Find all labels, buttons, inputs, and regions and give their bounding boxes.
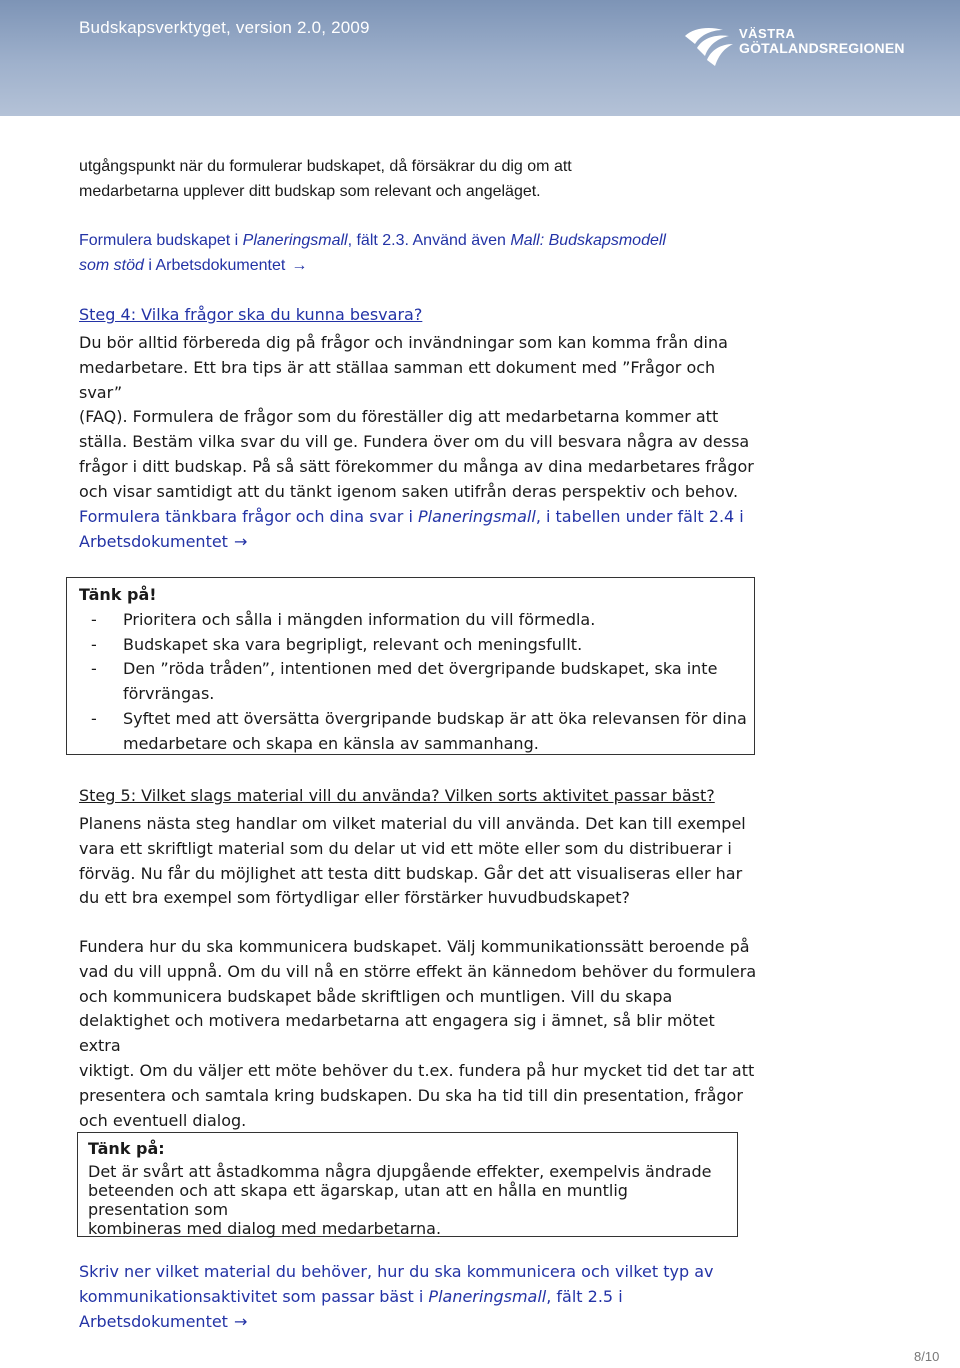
step3-instruction-link[interactable] [79,229,759,279]
para-line: presentera och samtala kring budskapen. Du ska ha tid till din presentation, frågor [79,1085,743,1105]
step4-heading: Steg 4: Vilka frågor ska du kunna besvara? [79,305,423,324]
para-line: förväg. Nu får du möjlighet att testa ditt budskap. Går det att visualiseras eller har [79,863,743,883]
logo-line2: GÖTALANDSREGIONEN [739,40,905,56]
step4-instruction-link[interactable] [79,505,759,555]
box2-line: beteenden och att skapa ett ägarskap, utan att en hålla en muntlig presentation som [88,1180,628,1219]
list-item: - Syftet med att översätta övergripande budskap är att öka relevansen för dina medarbetare och skapa en känsla av sammanhang. [91,708,747,753]
step4-line: (FAQ). Formulera de frågor som du föreställer dig att medarbetarna kommer att [79,407,719,427]
step4-paragraph [79,331,759,505]
step4-line: Du bör alltid förbereda dig på frågor och invändningar som kan komma från dina [79,333,728,352]
dash-bullet: - [91,634,97,654]
box2-title: Tänk på: [88,1139,165,1158]
logo-emblem-icon [683,22,739,72]
dash-bullet: - [91,609,97,629]
para-line: vad du vill uppnå. Om du vill nå en större effekt än kännedom behöver du formulera [79,961,757,981]
intro-paragraph [79,155,759,205]
para-line: vara ett skriftligt material som du delar ut vid ett möte eller som du distribuerar i [79,838,732,858]
para-line: delaktighet och motivera medarbetarna att engagera sig i ämnet, så blir mötet extra [79,1011,715,1056]
para-line: och eventuell dialog. [79,1110,247,1130]
page-number: 8/10 [914,1349,940,1364]
step4-line: frågor i ditt budskap. På så sätt förekommer du många av dina medarbetares frågor [79,456,754,476]
para-line: du ett bra exempel som förtydligar eller förstärker huvudbudskapet? [79,888,631,908]
step3-line1: Formulera budskapet i Planeringsmall, fält 2.3. Använd även Mall: Budskapsmodell [79,232,666,249]
final-link-line3: Arbetsdokumentet → [79,1311,248,1331]
logo-text [739,26,905,56]
list-item: - Budskapet ska vara begripligt, relevant och meningsfullt. [79,633,749,658]
step4-link-line1: Formulera tänkbara frågor och dina svar i Planeringsmall, i tabellen under fält 2.4 i [79,507,744,526]
box1-title: Tänk på! [79,585,157,604]
para-line: och kommunicera budskapet både skriftligen och muntligen. Vill du skapa [79,986,673,1006]
step4-line: medarbetare. Ett bra tips är att ställaa samman ett dokument med ”Frågor och svar” [79,357,716,402]
arrow-right-icon: → [233,1311,248,1331]
step5-heading: Steg 5: Vilket slags material vill du använda? Vilken sorts aktivitet passar bäst? [79,786,715,805]
final-link-line2: kommunikationsaktivitet som passar bäst i Planeringsmall, fält 2.5 i [79,1286,623,1306]
box2-line: kombineras med dialog med medarbetarna. [88,1218,442,1238]
final-instruction-link[interactable] [79,1260,759,1334]
intro-line: utgångspunkt när du formulerar budskapet, då försäkrar du dig om att [79,158,572,175]
para-line: viktigt. Om du väljer ett möte behöver du t.ex. fundera på hur mycket tid det tar att [79,1060,755,1080]
para-line: Fundera hur du ska kommunicera budskapet. Välj kommunikationssätt beroende på [79,937,750,956]
page-header [0,0,960,116]
box2-line: Det är svårt att åstadkomma några djupgående effekter, exempelvis ändrade [88,1161,712,1181]
step3-line2: som stöd i Arbetsdokumentet → [79,256,308,274]
logo-line1: VÄSTRA [739,26,796,41]
think-about-box-2 [77,1132,738,1237]
think-about-box-1 [66,577,755,755]
dash-bullet: - [91,659,97,679]
step4-line: ställa. Bestäm vilka svar du vill ge. Fundera över om du vill besvara några av dessa [79,432,750,452]
final-link-line1: Skriv ner vilket material du behöver, hur du ska kommunicera och vilket typ av [79,1262,714,1281]
list-item: - Prioritera och sålla i mängden information du vill förmedla. [79,608,749,633]
para-line: Planens nästa steg handlar om vilket material du vill använda. Det kan till exempel [79,814,746,833]
step5-paragraph-2 [79,935,759,1133]
header-title: Budskapsverktyget, version 2.0, 2009 [79,18,370,37]
intro-line: medarbetarna upplever ditt budskap som relevant och angeläget. [79,182,541,200]
step4-line: och visar samtidigt att du tänkt igenom saken utifrån deras perspektiv och behov. [79,481,739,501]
arrow-right-icon: → [233,531,248,551]
list-item: - Den ”röda tråden”, intentionen med det övergripande budskapet, ska inte förvrängas. [91,659,718,704]
dash-bullet: - [91,708,97,728]
arrow-right-icon: → [291,256,308,274]
step4-link-line2: Arbetsdokumentet → [79,531,248,551]
vastra-gotalandsregionen-logo [683,22,913,72]
step5-paragraph-1 [79,812,759,911]
